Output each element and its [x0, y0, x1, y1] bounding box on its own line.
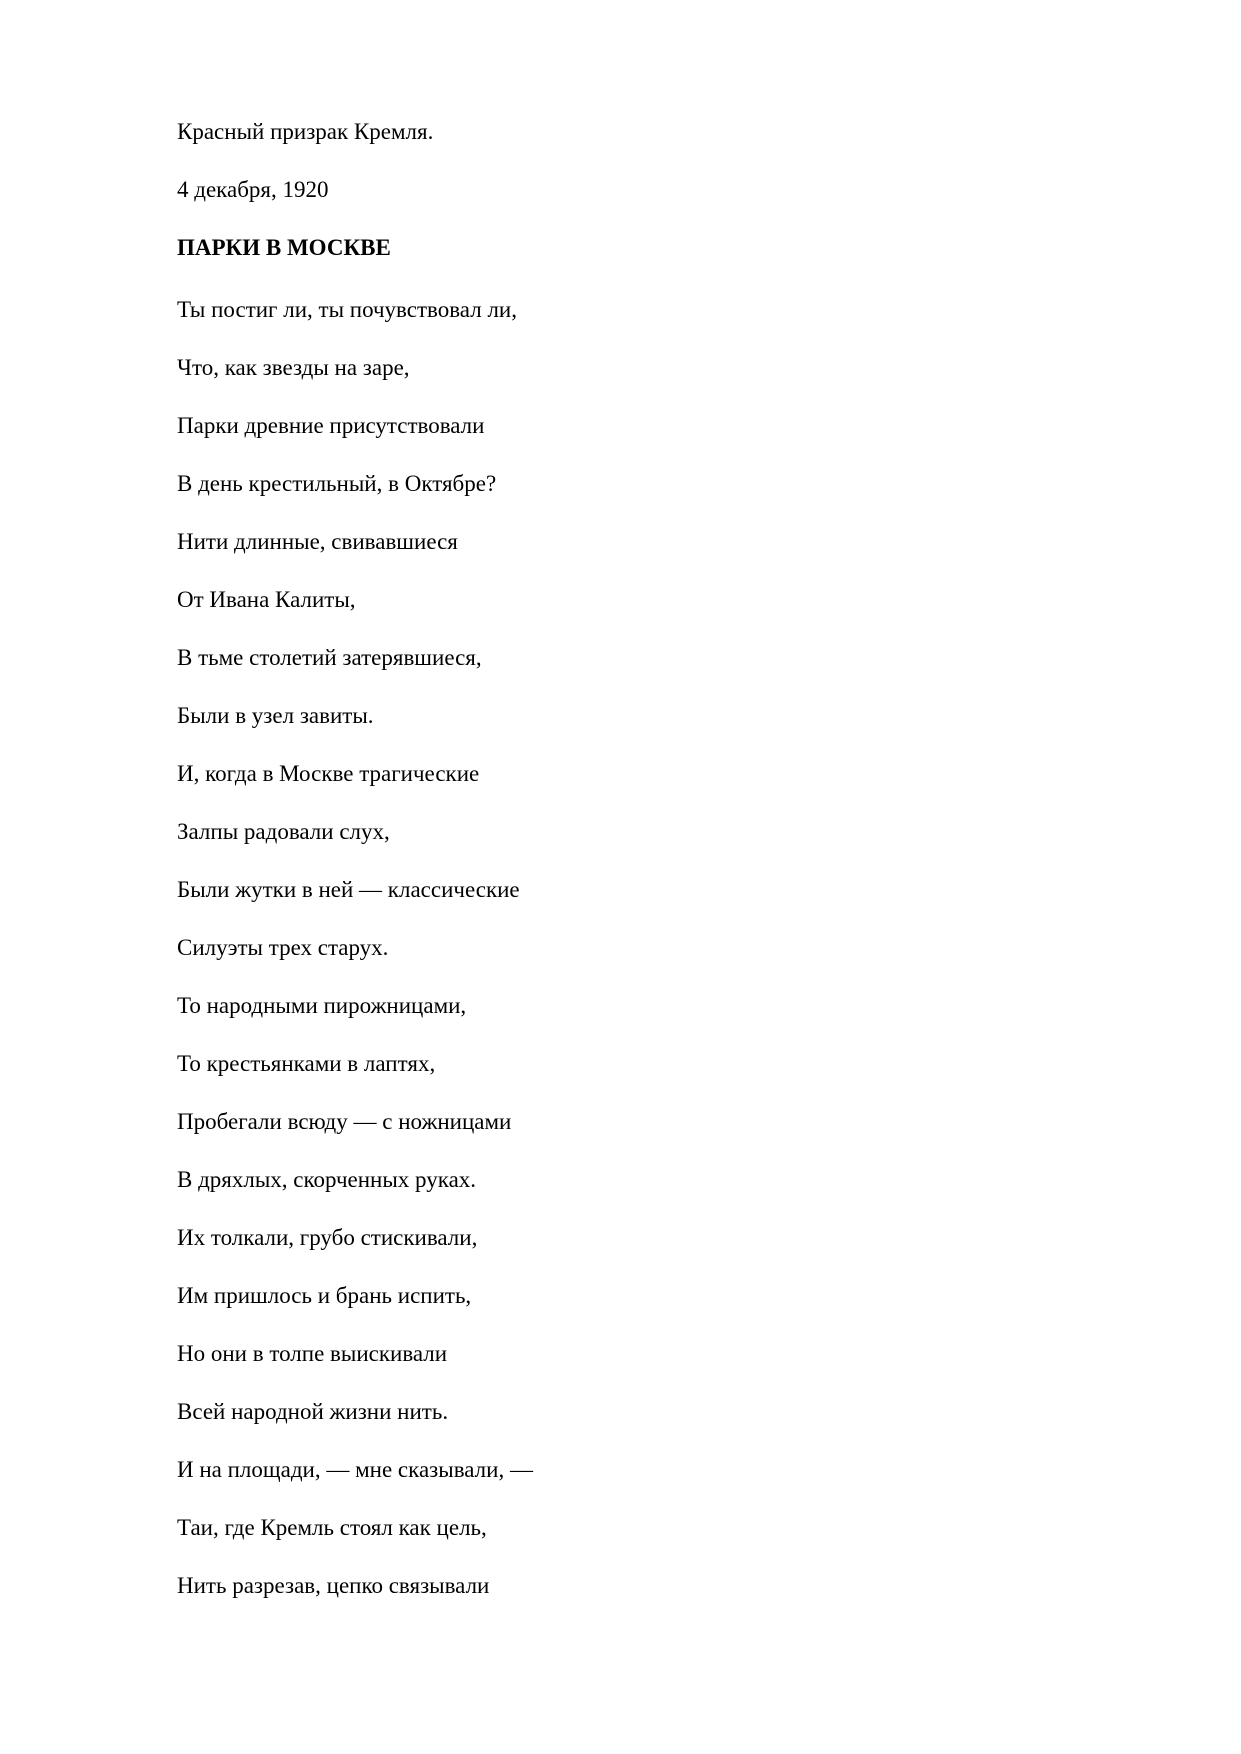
poem-line: В дряхлых, скорченных руках.	[177, 1167, 477, 1192]
poem-line: Всей народной жизни нить.	[177, 1399, 449, 1424]
poem-line: И на площади, — мне сказывали, —	[177, 1457, 533, 1482]
date-line: 4 декабря, 1920	[177, 177, 329, 202]
poem-line: Что, как звезды на заре,	[177, 355, 410, 380]
poem-line: Их толкали, грубо стискивали,	[177, 1225, 478, 1250]
poem-line: Таи, где Кремль стоял как цель,	[177, 1515, 487, 1540]
poem-line: Им пришлось и брань испить,	[177, 1283, 472, 1308]
poem-line: Ты постиг ли, ты почувствовал ли,	[177, 297, 517, 322]
poem-line: Нить разрезав, цепко связывали	[177, 1573, 490, 1598]
poem-line: Но они в толпе выискивали	[177, 1341, 448, 1366]
poem-title: ПАРКИ В МОСКВЕ	[177, 235, 391, 260]
poem-line: Пробегали всюду — с ножницами	[177, 1109, 512, 1134]
poem-line: В день крестильный, в Октябре?	[177, 471, 497, 496]
poem-line: Парки древние присутствовали	[177, 413, 485, 438]
poem-line: То крестьянками в лаптях,	[177, 1051, 436, 1076]
poem-line: И, когда в Москве трагические	[177, 761, 480, 786]
poem-line: Были жутки в ней — классические	[177, 877, 520, 902]
poem-line: То народными пирожницами,	[177, 993, 467, 1018]
poem-line: Были в узел завиты.	[177, 703, 374, 728]
poem-line: В тьме столетий затерявшиеся,	[177, 645, 482, 670]
poem-line: Силуэты трех старух.	[177, 935, 389, 960]
poem-line: Залпы радовали слух,	[177, 819, 390, 844]
poem-line: Нити длинные, свивавшиеся	[177, 529, 458, 554]
poem-line: От Ивана Калиты,	[177, 587, 356, 612]
source-line: Красный призрак Кремля.	[177, 119, 434, 144]
